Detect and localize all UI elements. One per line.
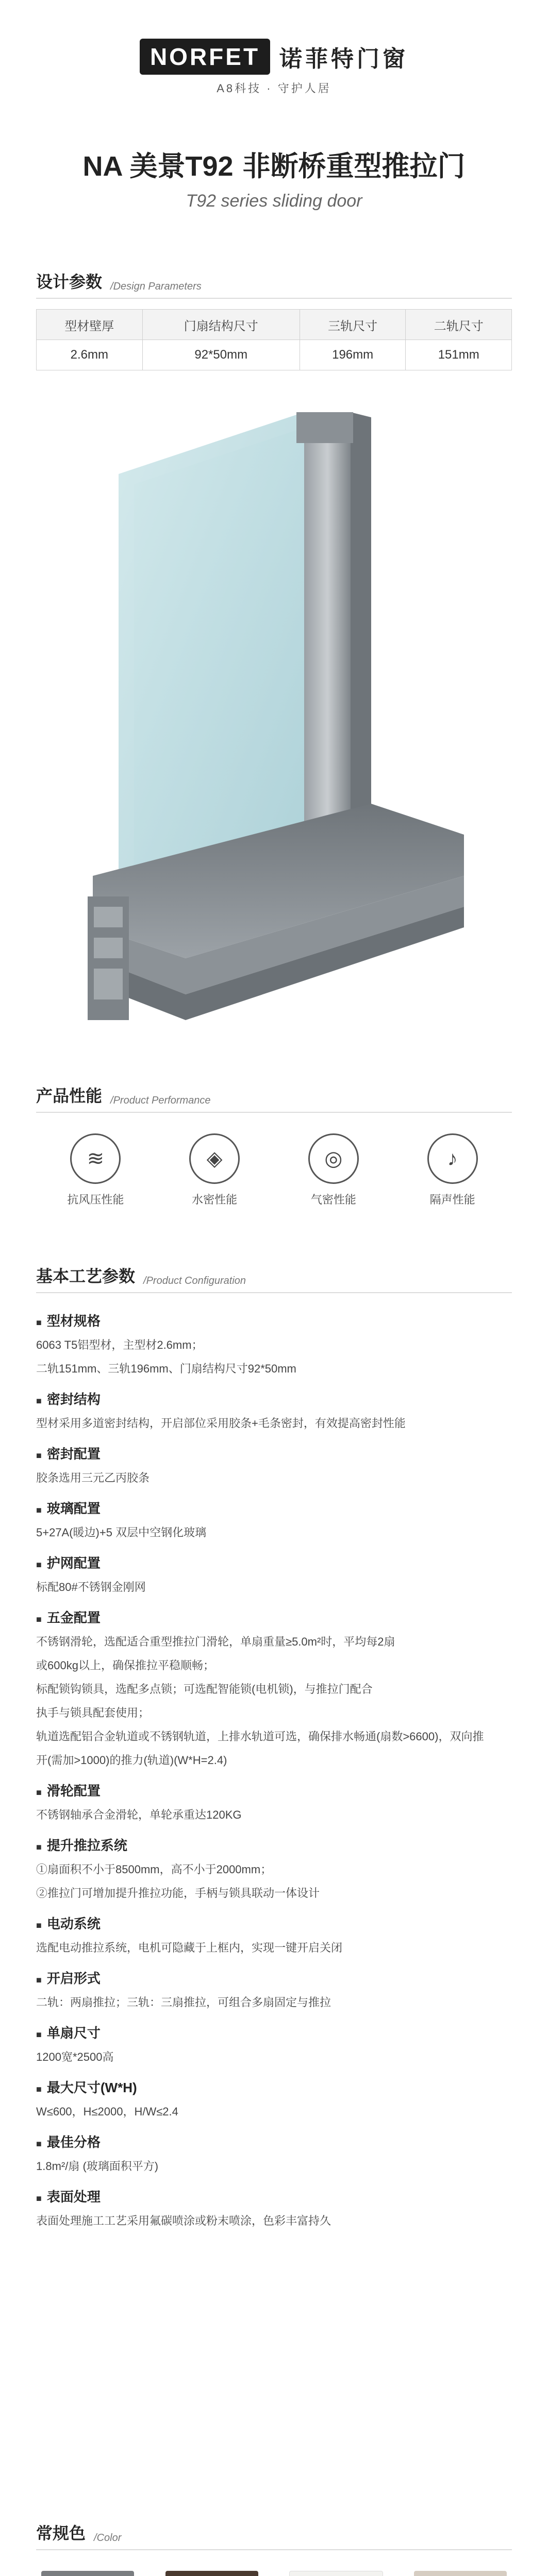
config-title: ■ 提升推拉系统 [36, 1833, 512, 1858]
config-block [36, 2075, 512, 2124]
door-profile-illustration [62, 412, 486, 1030]
table-header-cell: 三轨尺寸 [300, 310, 406, 340]
config-line: 不锈钢轴承合金滑轮，单轮承重达120KG [36, 1808, 242, 1821]
table-cell: 92*50mm [142, 340, 300, 370]
config-line: 1.8m²/扇 (玻璃面积平方) [36, 2160, 159, 2173]
section-title: 常规色 [36, 2524, 86, 2543]
performance-item [54, 1133, 137, 1207]
color-item [36, 2571, 139, 2576]
water-drop-icon: ◈ [189, 1133, 240, 1184]
section-subtitle: /Product Performance [110, 1095, 211, 1106]
table-row [37, 340, 512, 370]
config-line: 选配电动推拉系统，电机可隐藏于上框内，实现一键开启关闭 [36, 1941, 343, 1954]
color-list [36, 2571, 512, 2576]
config-line: 表面处理施工工艺采用氟碳喷涂或粉末喷涂，色彩丰富持久 [36, 2214, 331, 2227]
table-cell: 151mm [406, 340, 512, 370]
config-line: 二轨：两扇推拉；三轨：三扇推拉，可组合多扇固定与推拉 [36, 1996, 331, 2009]
section-subtitle: /Design Parameters [110, 281, 202, 292]
color-swatch [165, 2571, 258, 2576]
section-subtitle: /Product Configuration [143, 1275, 246, 1286]
config-line: ②推拉门可增加提升推拉功能，手柄与锁具联动一体设计 [36, 1887, 320, 1900]
config-block [36, 1778, 512, 1827]
config-title: ■ 表面处理 [36, 2184, 512, 2209]
performance-label: 水密性能 [192, 1193, 238, 1206]
table-header-cell: 门扇结构尺寸 [142, 310, 300, 340]
config-title: ■ 电动系统 [36, 1911, 512, 1936]
config-title: ■ 型材规格 [36, 1309, 512, 1333]
product-subtitle: T92 series sliding door [186, 191, 362, 211]
table-header-row [37, 310, 512, 340]
config-line: 标配80#不锈钢金刚网 [36, 1581, 146, 1594]
color-swatch [41, 2571, 134, 2576]
performance-item [173, 1133, 256, 1207]
config-line: W≤600，H≤2000，H/W≤2.4 [36, 2105, 178, 2118]
config-line: 不锈钢滑轮，选配适合重型推拉门滑轮，单扇重量≥5.0m²时，平均每2扇 [36, 1635, 395, 1648]
performance-label: 隔声性能 [429, 1193, 475, 1206]
config-title: ■ 最大尺寸(W*H) [36, 2075, 512, 2100]
performance-item [292, 1133, 375, 1207]
performance-item [411, 1133, 494, 1207]
color-item [160, 2571, 263, 2576]
color-swatch [289, 2571, 383, 2576]
config-line: 6063 T5铝型材，主型材2.6mm； [36, 1338, 203, 1351]
performance-label: 气密性能 [310, 1193, 356, 1206]
config-line: 胶条选用三元乙丙胶条 [36, 1471, 150, 1484]
config-title: ■ 五金配置 [36, 1605, 512, 1630]
config-line: 1200宽*2500高 [36, 2050, 114, 2063]
section-title: 产品性能 [36, 1087, 103, 1105]
config-line: 二轨151mm、三轨196mm、门扇结构尺寸92*50mm [36, 1362, 296, 1375]
config-block [36, 1551, 512, 1599]
table-cell: 196mm [300, 340, 406, 370]
config-list [36, 1309, 512, 2239]
config-title: ■ 密封结构 [36, 1387, 512, 1412]
header [0, 0, 548, 134]
config-title: ■ 滑轮配置 [36, 1778, 512, 1803]
product-title [0, 144, 548, 184]
table-cell: 2.6mm [37, 340, 143, 370]
brand-tagline: A8科技 · 守护人居 [217, 81, 331, 95]
config-block [36, 1966, 512, 2014]
table-header-cell: 二轨尺寸 [406, 310, 512, 340]
config-line: 型材采用多道密封结构，开启部位采用胶条+毛条密封，有效提高密封性能 [36, 1417, 406, 1430]
config-title: ■ 最佳分格 [36, 2130, 512, 2155]
logo-mark: NORFET [140, 39, 270, 75]
config-title: ■ 护网配置 [36, 1551, 512, 1575]
config-block [36, 1309, 512, 1381]
brand-name: 诺菲特门窗 [279, 46, 409, 72]
config-title: ■ 开启形式 [36, 1966, 512, 1991]
config-line: ①扇面积不小于8500mm，高不小于2000mm； [36, 1863, 272, 1876]
config-block [36, 2130, 512, 2178]
product-name: 非断桥重型推拉门 [242, 151, 466, 182]
section-header-color [36, 2519, 512, 2550]
brand-logo [140, 39, 408, 96]
section-title: 设计参数 [36, 273, 103, 291]
section-header-performance [36, 1082, 512, 1113]
config-title: ■ 玻璃配置 [36, 1496, 512, 1521]
section-subtitle: /Color [94, 2532, 122, 2544]
config-line: 或600kg以上，确保推拉平稳顺畅； [36, 1659, 214, 1672]
performance-list [36, 1133, 512, 1247]
config-line: 执手与锁具配套使用； [36, 1706, 150, 1719]
section-header-design [36, 268, 512, 299]
performance-label: 抗风压性能 [67, 1193, 124, 1206]
config-block [36, 1496, 512, 1545]
section-title: 基本工艺参数 [36, 1267, 136, 1285]
config-block [36, 2184, 512, 2233]
config-block [36, 1605, 512, 1772]
config-line: 轨道选配铝合金轨道或不锈钢轨道，上排水轨道可选，确保排水畅通(扇数>6600)，双向推 [36, 1730, 484, 1743]
config-block [36, 1911, 512, 1960]
config-line: 开(需加>1000)的推力(轨道)(W*H=2.4) [36, 1754, 227, 1767]
config-line: 5+27A(暖边)+5 双层中空钢化玻璃 [36, 1526, 207, 1539]
product-image [62, 412, 486, 1030]
airtight-icon: ◎ [308, 1133, 359, 1184]
sound-icon: ♪ [427, 1133, 478, 1184]
color-item [409, 2571, 512, 2576]
product-title-section [0, 144, 548, 258]
color-item [285, 2571, 388, 2576]
product-series: NA 美景T92 [82, 151, 234, 182]
design-params-table [36, 309, 512, 370]
config-block [36, 1442, 512, 1490]
color-swatch [414, 2571, 507, 2576]
config-title: ■ 单扇尺寸 [36, 2021, 512, 2045]
section-header-config [36, 1262, 512, 1293]
config-block [36, 1833, 512, 1905]
config-line: 标配锁钩锁具，选配多点锁；可选配智能锁(电机锁)，与推拉门配合 [36, 1683, 373, 1696]
table-header-cell: 型材壁厚 [37, 310, 143, 340]
wind-icon: ≋ [70, 1133, 121, 1184]
config-block [36, 2021, 512, 2069]
config-block [36, 1387, 512, 1435]
config-title: ■ 密封配置 [36, 1442, 512, 1466]
